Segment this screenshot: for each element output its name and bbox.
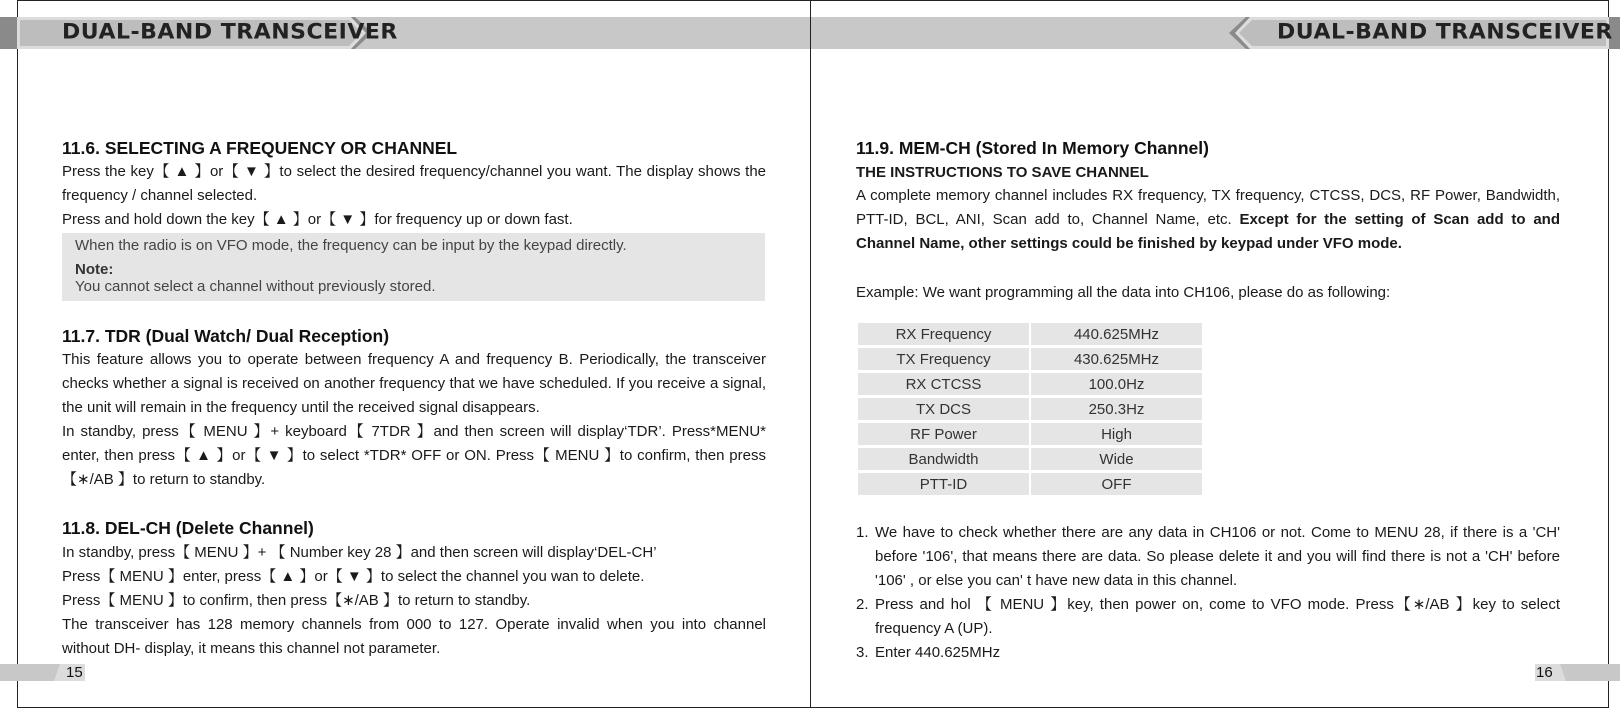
section-11-6-para2: Press and hold down the key【 ▲ 】or【 ▼ 】for frequency up or down fast.: [62, 211, 573, 228]
page-number-left: [0, 664, 85, 681]
note-text: You cannot select a channel without previously stored.: [75, 278, 436, 295]
page-number-right: [1535, 664, 1620, 681]
table-row: [858, 348, 1202, 370]
spec-label: TX DCS: [858, 398, 1029, 420]
header-title-left: DUAL-BAND TRANSCEIVER: [62, 20, 398, 45]
spec-label: RX CTCSS: [858, 373, 1029, 395]
table-row: [858, 373, 1202, 395]
list-item-text: Enter 440.625MHz: [875, 644, 1001, 661]
list-item: [856, 521, 1560, 593]
spec-label: RX Frequency: [858, 323, 1029, 345]
section-11-7-title: 11.7. TDR (Dual Watch/ Dual Reception): [62, 326, 390, 346]
list-item-number: 1.: [856, 524, 869, 541]
section-11-9-para1-normal: A complete memory channel includes RX frequency, TX frequency, CTCSS, DCS, RF Power, Bandwidth, PTT-ID, BCL, ANI, Scan add to, Channel Name, etc.: [856, 187, 1560, 228]
section-11-9-subtitle: THE INSTRUCTIONS TO SAVE CHANNEL: [856, 164, 1149, 181]
section-11-8-line3: Press【 MENU 】to confirm, then press【∗/AB 】to return to standby.: [62, 592, 531, 609]
spec-label: Bandwidth: [858, 448, 1029, 470]
spec-value: 250.3Hz: [1031, 398, 1202, 420]
table-row: [858, 423, 1202, 445]
spec-table: [856, 320, 1204, 498]
example-line: Example: We want programming all the data into CH106, please do as following:: [856, 284, 1391, 301]
list-item: [856, 593, 1560, 641]
note-box-line: When the radio is on VFO mode, the frequency can be input by the keypad directly.: [75, 237, 627, 254]
spec-label: RF Power: [858, 423, 1029, 445]
section-11-9-para1-bold: Except for the setting of Scan add to and Channel Name, other settings could be finished by keypad under VFO mode.: [856, 211, 1560, 252]
spec-value: High: [1031, 423, 1202, 445]
page-spine: [810, 0, 811, 708]
table-row: [858, 398, 1202, 420]
list-item-text: Press and hol 【 MENU 】key, then power on, come to VFO mode. Press【∗/AB 】key to select frequency A (UP).: [875, 596, 1560, 637]
note-box: [62, 233, 765, 301]
section-11-8-para4: The transceiver has 128 memory channels from 000 to 127. Operate invalid when you into channel without DH- display, it means this channel not parameter.: [62, 616, 766, 657]
note-label: Note:: [75, 261, 114, 278]
spec-value: Wide: [1031, 448, 1202, 470]
section-11-6-para1: Press the key【 ▲ 】or【 ▼ 】to select the desired frequency/channel you want. The display shows the frequency / channel selected.: [62, 163, 766, 204]
section-11-7-para2: In standby, press【 MENU 】+ keyboard【 7TDR 】and then screen will display‘TDR’. Press*MENU* enter, then press【 ▲ 】or【 ▼ 】to select *TDR* OFF or ON. Press【 MENU 】to confirm, then press【∗/AB 】to return to standby.: [62, 423, 766, 488]
section-11-9-para1: [856, 184, 1560, 256]
section-11-9-title: 11.9. MEM-CH (Stored In Memory Channel): [856, 138, 1209, 158]
list-item-number: 2.: [856, 596, 869, 613]
page-number-right-text: 16: [1536, 664, 1553, 681]
page-number-left-text: 15: [66, 664, 83, 681]
header-title-right: DUAL-BAND TRANSCEIVER: [1277, 20, 1613, 45]
section-11-6-title: 11.6. SELECTING A FREQUENCY OR CHANNEL: [62, 138, 458, 158]
spec-label: PTT-ID: [858, 473, 1029, 495]
section-11-8-line1: In standby, press【 MENU 】+ 【 Number key 28 】and then screen will display‘DEL-CH’: [62, 544, 657, 561]
spec-label: TX Frequency: [858, 348, 1029, 370]
list-item: [856, 641, 1560, 665]
spec-value: OFF: [1031, 473, 1202, 495]
table-row: [858, 473, 1202, 495]
list-item-text: We have to check whether there are any data in CH106 or not. Come to MENU 28, if there is a 'CH' before '106', that means there are data. So please delete it and you will find there is not a 'CH' before '106' , or else you can' t have new data in this channel.: [875, 524, 1560, 589]
section-11-8-line2: Press【 MENU 】enter, press【 ▲ 】or【 ▼ 】to select the channel you wan to delete.: [62, 568, 645, 585]
section-11-7-para1: This feature allows you to operate between frequency A and frequency B. Periodically, the transceiver checks whether a signal is received on another frequency that we have scheduled. If you receive a signal, the unit will remain in the frequency until the received signal disappears.: [62, 351, 766, 416]
list-item-number: 3.: [856, 644, 869, 661]
spec-value: 440.625MHz: [1031, 323, 1202, 345]
table-row: [858, 448, 1202, 470]
section-11-8-title: 11.8. DEL-CH (Delete Channel): [62, 518, 314, 538]
table-row: [858, 323, 1202, 345]
spec-value: 430.625MHz: [1031, 348, 1202, 370]
spec-value: 100.0Hz: [1031, 373, 1202, 395]
